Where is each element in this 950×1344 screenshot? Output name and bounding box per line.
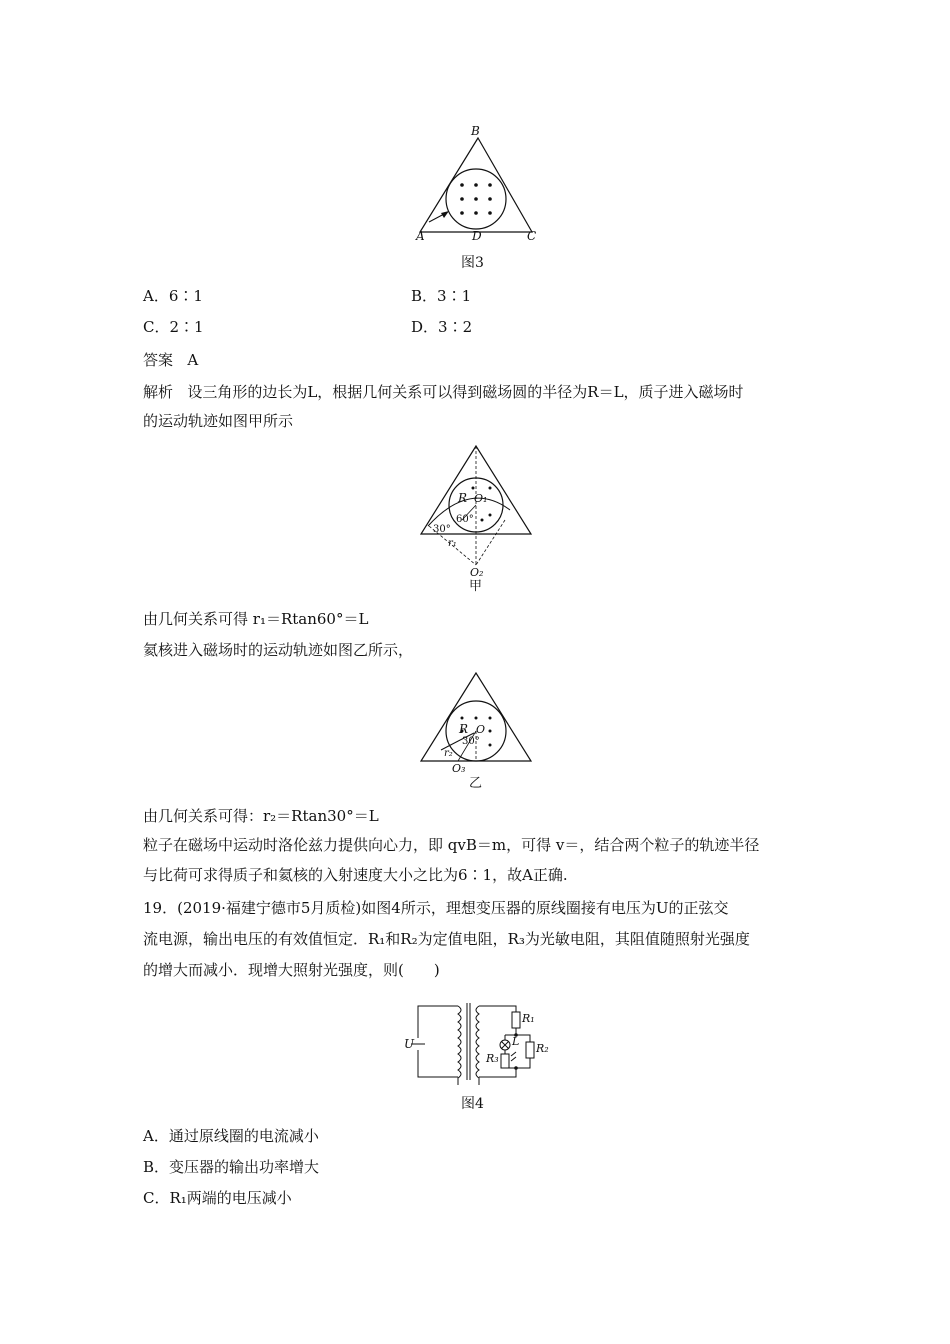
conclusion-line-2: 与比荷可求得质子和氦核的入射速度大小之比为6∶1，故A正确. — [143, 866, 568, 884]
q19-option-c: C．R₁两端的电压减小 — [143, 1189, 292, 1207]
yi-label-30: 30° — [462, 736, 480, 747]
fig4-label-u: U — [404, 1037, 415, 1051]
fig3-label-b: B — [471, 124, 480, 138]
analysis-text-1: 设三角形的边长为L，根据几何关系可以得到磁场圆的半径为R＝L，质子进入磁场时 — [187, 383, 744, 401]
figure-yi-caption: 乙 — [469, 776, 483, 791]
jia-label-r: R — [458, 491, 468, 505]
fig4-label-r1: R₁ — [522, 1012, 535, 1025]
jia-label-r1: r₁ — [448, 538, 457, 549]
figure-4-caption: 图4 — [461, 1096, 484, 1112]
yi-label-o: O — [476, 723, 486, 736]
q19-option-b: B．变压器的输出功率增大 — [143, 1158, 320, 1176]
fig4-label-r2: R₂ — [536, 1042, 549, 1055]
helium-text: 氦核进入磁场时的运动轨迹如图乙所示， — [143, 641, 414, 659]
equation-2: 由几何关系可得：r₂＝Rtan30°＝L — [143, 807, 379, 825]
jia-label-30: 30° — [433, 524, 451, 535]
analysis-label: 解析 — [143, 383, 174, 401]
q19-line-3: 的增大而减小．现增大照射光强度，则( ) — [143, 961, 440, 979]
q19-option-a: A．通过原线圈的电流减小 — [143, 1127, 319, 1145]
fig4-label-r3: R₃ — [486, 1052, 499, 1065]
q18-option-b: B．3∶1 — [411, 287, 472, 305]
analysis-line-2: 的运动轨迹如图甲所示 — [143, 412, 294, 430]
q18-option-d: D．3∶2 — [411, 318, 473, 336]
figure-3-caption: 图3 — [461, 255, 484, 271]
answer-value: A — [187, 351, 199, 369]
equation-1: 由几何关系可得 r₁＝Rtan60°＝L — [143, 610, 369, 628]
fig3-label-c: C — [527, 229, 537, 243]
yi-label-o3: O₃ — [452, 762, 466, 775]
q19-line-1: 19．(2019·福建宁德市5月质检)如图4所示，理想变压器的原线圈接有电压为U的正弦交 — [143, 899, 729, 917]
answer-label: 答案 — [143, 351, 174, 369]
yi-label-r2: r₂ — [444, 748, 453, 759]
fig4-label-l: L — [512, 1035, 520, 1048]
yi-label-r: R — [459, 722, 469, 736]
conclusion-line-1: 粒子在磁场中运动时洛伦兹力提供向心力，即 qvB＝m，可得 v＝，结合两个粒子的轨迹半径 — [143, 836, 760, 854]
fig3-label-a: A — [416, 229, 425, 243]
jia-label-60: 60° — [456, 514, 474, 525]
figure-jia-caption: 甲 — [469, 579, 483, 594]
jia-label-o1: O₁ — [474, 492, 488, 505]
fig3-label-d: D — [472, 229, 482, 243]
q19-line-2: 流电源，输出电压的有效值恒定．R₁和R₂为定值电阻，R₃为光敏电阻，其阻值随照射光强度 — [143, 930, 750, 948]
q18-option-c: C．2∶1 — [143, 318, 204, 336]
jia-label-o2: O₂ — [470, 566, 484, 579]
q18-option-a: A．6∶1 — [143, 287, 203, 305]
